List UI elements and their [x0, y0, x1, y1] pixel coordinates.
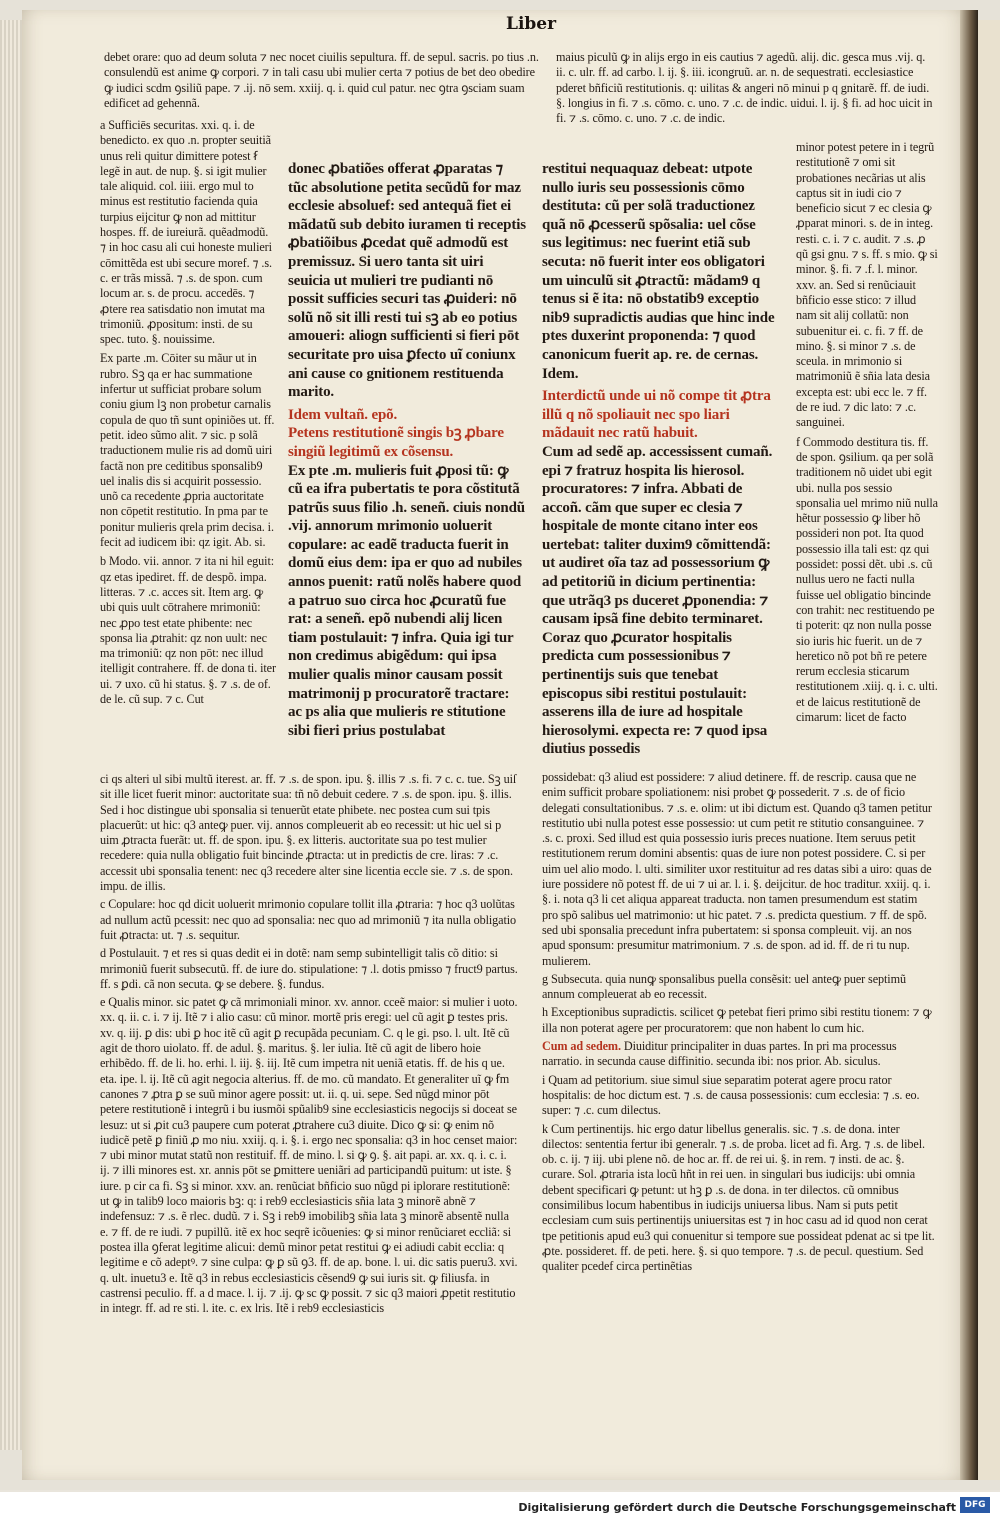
gloss-i-title: Cum ad sedem. — [542, 1039, 621, 1054]
main-text-paragraph: Cum ad sedẽ ap. accessissent cumañ. epi ⁊ fratruz hospita lis hierosol. procuratores: ⁊ infra. Abbati de accoñ. cãm que super ec clesia ⁊ hospitale de monte citano inter eos uertebat: taliter duxim9 cõmittendã: ut audiret oĩa taz ad possessorium ꝙ ad petitoriũ in dicium pertinentia: que utrãq3 ps duceret ꝓponendia: ⁊ causam ipsã fine debito terminaret. Coraz quo ꝓcurator hospitalis predicta cum possessionibus ⁊ pertinentijs suis que tenebat episcopus sibi restitui postulauit: asserens illa de iure ad hospitale hierosolymi. expecta re: ⁊ quod ipsa diutius possedis — [542, 443, 773, 758]
running-head: Liber — [506, 14, 557, 34]
gloss-d: minor potest petere in i tegrũ restitutionẽ ⁊ omi sit probationes necãrias ut alis captus sit in iudi cio ⁊ beneficio sicut ⁊ ec clesia ꝙ ꝓparat minori. s. de in integ. resti. c. i. ⁊ c. audit. ⁊ .s. ꝓ qũ gsi gnu. ⁊ s. ff. s mio. ꝙ si minor. §. fi. ⁊ .f. l. minor. xxv. an. Sed si renũciauit bñficio esse stico: ⁊ illud nam sit alij collatũ: non subuenitur ei. c. fi. ⁊ ff. de mino. §. si minor ⁊ .s. de sceula. in mrimonio si matrimoniũ ẽ sñia lata desia excepta est: ubi ecc le. ⁊ ff. de re iud. ⁊ dic lato: ⁊ .c. sanguinei. — [796, 140, 938, 430]
dfg-logo: DFG — [960, 1497, 990, 1513]
gloss-paragraph: maius piculũ ꝙ in alijs ergo in eis cautius ⁊ agedũ. alij. dic. gesca mus .vij. q. ii. c. ulr. ff. ad carbo. l. ij. §. iii. icongruũ. ar. n. de sequestrati. ecclesiastice pderet bñficiũ restitutionis. q: uilitas & angeri nō minui p q gnitarẽ. ff. de iudi. §. longius in fi. ⁊ .s. cōmo. c. uno. ⁊ .c. de indic. uidui. l. ij. § fi. ad hoc uicit in fi. ⁊ .s. cōmo. c. uno. ⁊ .c. de indic. — [556, 50, 933, 126]
gloss-g: g Subsecuta. quia nunꝙ sponsalibus puella consẽsit: uel anteꝙ puer septimũ annum compleuerat ab eo recessit. — [542, 971, 906, 1002]
main-text-column-2 — [542, 160, 778, 759]
gloss-k: k Cum pertinentijs. hic ergo datur libellus generalis. sic. ⁊ .s. de dona. inter dilectos: sententia fertur ibi generalr. ⁊ .s. de proba. licet ad fi. Arg. ⁊ .s. de libel. ob. c. ij. ⁊ iij. ubi plene nõ. de hoc ar. ff. de rei ui. §. in rem. ⁊ insti. de ac. §. curare. Sol. ꝓtraria ista locũ hñt in rei uen. in singulari bus iudicijs: ubi omnia debent specificari ꝙ petunt: ut hꝫ ꝑ .s. de dona. in ter dilectos. cũ omnibus consimilibus locum habentibus in iudicijs uniuersa libus. Nam si puts petit ecclesiam cum suis pertinentijs uniuersitas est ⁊ in hoc casu ad id quod non cerat tpe petitionis apud eu3 qui conuenitur si tempore sue possideat pdenat ac si tpe lit. ꝓte. possideret. ff. de peti. here. §. si quo tempore. ⁊ .s. de pecul. questium. Sed qualiter pcedef circa pertinẽtias — [542, 1121, 935, 1274]
top-gloss-right — [556, 50, 936, 126]
gloss-f: f Commodo destitura tis. ff. de spon. ꝯsilium. qa per solã traditionem nõ uidet ubi egit ubi. nulla pos sessio sponsalia uel mrimo niũ nulla hẽtur possessio ꝙ liber hõ possideri non pot. Ita quod possessio illa tali est: qz qui possidet: possi dẽt. ubi .s. cũ nullus uero ne facti nulla fuisse uel obligatio bincinde con trahit: nec restituendo pe ti poterit: qz non nulla posse sio iuris hic fuerit. un de ⁊ heretico nõ pot bñ re petere rerum ecclesia sticarum restitutionem .xiij. q. i. c. ulti. et de laicus restitutionẽ de cimarum: licet de facto — [796, 434, 938, 724]
book-gutter — [960, 10, 978, 1480]
gloss-e2: e Qualis minor. sic patet ꝙ cã mrimoniali minor. xv. annor. cceẽ maior: si mulier i uoto. xx. q. ii. c. i. ⁊ ij. Itẽ ⁊ i alio casu: cũ minor. mortẽ pris eregi: uel cũ agit ꝑ testes pris. xv. q. iij. ꝑ dis: ubi ꝑ hoc itẽ cũ agit ꝑ recupãda pecuniam. C. q le gi. pso. l. ult. Itẽ cũ agit de thoro uiolato. ff. de adul. §. maritus. §. ler iulia. Itẽ cũ agit de libero hoie erhibẽdo. ff. de li. ho. erhi. l. iij. §. iij. Itẽ cum impetra nit ueniã etatis. ff. de his q ue. eta. ipe. l. ij. Itẽ cũ agit negocia alterius. ff. de mo. cũ mandato. Et generaliter uĩ ꝙ ẜm canones ⁊ ꝓtra ꝑ se suũ minor agere possit: ut. ii. q. ui. sepe. Sed nũgd minor pōt petere restitutionẽ i integrũ i bu iusmõi spũalib9 sine ecclesiasticis negocijs si doceat se lesuz: ut si ꝓit cu3 paupere cum poterat ꝓtrahere cu3 diuite. Dico ꝙ si: ꝙ enim nõ iudicẽ petẽ ꝑ finiũ ꝓ mo niu. xxiij. q. i. §. i. ergo nec sponsalia: q3 in hoc censet maior: ⁊ ubi minor mutat statũ non restituif. ff. de mino. l. si ꝙ ꝯ. §. ait papi. ar. xx. q. i. c. i. ij. ⁊ illi minores est. xr. annis pōt se ꝑmittere ueniãri ad participandũ puitum: ut iste. § iure. p cir ca fi. Sꝫ si minor. xxv. an. renũciat bñficio suo nũgd pi iplorare restitutionẽ: ut ꝙ in talib9 loco maioris bꝫ: q: i reb9 ecclesiasticis sñia lata ꝫ minorẽ abnẽ ⁊ indefensuz: ⁊ .s. ẽ rlec. dudũ. ⁊ i. Sꝫ i reb9 imobilibꝫ sñia lata ꝫ minorẽ absentẽ nulla e. ⁊ ff. de re iudi. ⁊ pupillũ. itẽ ex hoc seqrẽ icõuenies: ꝙ si minor renũciaret eccliã: si postea illa ꝯferat legitime alicui: demũ minor petat restitui ꝙ ei adiudi cabit ecclia: q legitime e cõ adeptꝰ. ⁊ sine culpa: ꝙ ꝑ sũ ꝯ3. ff. de ap. bone. l. ui. dic satis pueru3. xvi. q. ult. inuetu3 e. Itẽ q3 in rebus ecclesiasticis cẽsend9 ꝙ sui iuris sit. ꝙ filiusfa. in castrensi peculio. ff. a d mace. l. ij. ⁊ .ij. ꝙ sc ꝙ possit. ⁊ sic q3 maiori ꝓpetit restitutio in integr. ff. ad re sti. l. ite. c. ex lris. Itẽ i reb9 ecclesiasticis — [100, 995, 518, 1316]
gloss-b: Ex parte .m. Cōiter su mãur ut in rubro. Sꝫ qa er hac summatione infertur ut sufficiat probare solum coniu gium lꝫ non probetur carnalis copula de quo tñ sunt opiniões ut. ff. petit. ideo sũmo alit. ⁊ sic. p solã traductionem mulie ris ad domũ uiri factã non pre ceditibus sponsalib9 uel inalis dis si acquirit possessio. unõ ca recedente ꝓpria auctoritate non cōpetit restitutio. In pma par te ponitur mulieris qrela prim decisa. i. fecit ad iudicem ibi: qz igit. Ab. si. — [100, 351, 275, 550]
gloss-paragraph: possidebat: q3 aliud est possidere: ⁊ aliud detinere. ff. de rescrip. causa que ne enim sufficit probare spoliationem: nisi probet ꝙ possederit. ⁊ .s. de of ficio delegati consultationibus. ⁊ .s. e. olim: ut ibi dictum est. Quando q3 tamen petitur restitutio ubi nulla potest esse possessio: ut cum petit re stitutio consanguinee. ⁊ .s. c. proxi. Sed illud est quia possessio iuris preces nuatione. Item seruus petit restitutionem rerum domini absentis: quas de iure non potest possidere. C. si per uim uel alio modo. l. ulti. similiter uxor restituitur ad res datas sibi a uiro: quas de iure possidere nõ potest ff. de ui ⁊ ui ar. l. i. §. deijcitur. de hoc traditur. xxiij. q. i. §. i. nota q3 li cet aliqua appareat traducta. non tamen presumendum est statim pro spõ salibus uel matrimonio: ut hic patet. ⁊ .s. predicta questium. ⁊ ff. de spõ. sed ubi sponsalia precedunt infra pubertatem: si sponsa compleuit. vij. an nos apud sponsum: presumitur matrimonium. ⁊ .s. de spon. ad id. ff. de ri tu nup. mulierem. — [542, 770, 932, 968]
main-text-paragraph: Ex pte .m. mulieris fuit ꝓposi tũ: ꝙ cũ ea ifra pubertatis te pora cõstitutã patrũs suus filio .h. seneñ. ciuis nondũ .vij. annorum mrimonio uoluerit copulare: ac eadẽ traducta fuerit in domũ eius dem: ipa er quo ad nubiles annos puenit: ratũ nolẽs habere quod a patruo suo circa hoc ꝓcuratũ fue rat: a seneñ. epõ nubendi alij licen tiam postulauit: ⁊ infra. Quia igi tur non credimus abigẽdum: qui ipsa mulier qualis minor causam possit matrimonij p procuratorẽ tractare: ac ps alia que mulieris re stitutione sibi fieri prius postulabat — [288, 462, 526, 739]
footer-credit: Digitalisierung gefördert durch die Deutsche Forschungsgemeinschaft — [518, 1501, 956, 1514]
gloss-paragraph: debet orare: quo ad deum soluta ⁊ nec nocet ciuilis sepultura. ff. de sepul. sacris. po tius .n. consulendũ est anime ꝙ corpori. ⁊ in tali casu ubi mulier certa ⁊ potius de bet deo obedire ꝙ iudici scdm ꝯsiliũ pape. ⁊ .ij. nō sem. xxiij. q. i. quid cul patur. nec ꝯtra ꝯsciam suam edificet ad gehennã. — [104, 50, 539, 110]
gloss-j: i Quam ad petitorium. siue simul siue separatim poterat agere procu rator hospitalis: de hoc dictum est. ⁊ .s. de causa possessionis: cum ecclesia: ⁊ .s. eo. super: ⁊ .c. cum dilectus. — [542, 1072, 920, 1118]
main-text-column-1 — [288, 160, 526, 740]
facing-page-edge — [978, 20, 1000, 1480]
gloss-c: b Modo. vii. annor. ⁊ ita ni hil eguit: qz etas ipediret. ff. de despõ. impa. litteras. ⁊ .c. acces sit. Item arg. ꝙ ubi quis uult cōtrahere mrimoniũ: nec ꝓpo test etate phibente: nec sponsa lia ꝓtrahit: qz non uult: nec ma trimoniũ: qz non pōt: nec illud itelligit contrahere. ff. de dona ti. iter ui. ⁊ uxo. cũ hi status. §. ⁊ .s. de of. de le. cũ sup. ⁊ c. Cut — [100, 554, 276, 706]
gloss-h: h Exceptionibus supradictis. scilicet ꝙ petebat fieri primo sibi restitu tionem: ⁊ ꝙ illa non poterat agere per procuratorem: que non habent lo cum hic. — [542, 1005, 932, 1035]
gloss-column-right — [796, 140, 938, 725]
gloss-paragraph: ci qs alteri ul sibi multũ iterest. ar. ff. ⁊ .s. de spon. ipu. §. illis ⁊ .s. fi. ⁊ c. c. tue. Sꝫ uiſ sit ille licet fuerit minor: auctoritate sua: tñ nõ debuit cedere. ⁊ .s. de spon. ipu. §. illis. Sed i hoc distingue ubi sponsalia si tenuerũt etate phibete. nec postea cum sui tpis placuerũt: ut hic: q3 anteꝙ puer. vij. annos compleuerit ab eo recessit: ut hic uel si p uim ꝓtracta fuerãt: ut. ff. de spon. ipu. §. ex litteris. auctoritate sua po test mulier recedere: quia nulla obligatio fuit bincinde ꝓtracta: ut in predictis de cre. liras: ⁊ .c. accessit ubi sponsalia tenent: nec q3 recedere alter sine licentia eccle sie. ⁊ .s. de spon. impu. de illis. — [100, 772, 517, 894]
gloss-i-text: Diuiditur principaliter in duas partes. In pri ma processus narratio. in secunda cause diffinitio. secunda ibi: nos prior. Ab. siculus. — [542, 1039, 897, 1069]
rubric-heading: Idem vultañ. epõ. — [288, 406, 398, 423]
gloss-i — [542, 1039, 936, 1070]
top-gloss-left — [104, 50, 544, 111]
page-edge-stack — [0, 20, 22, 1450]
main-text-paragraph: donec ꝓbatiões offerat ꝓparatas ⁊ tũc absolutione petita secũdũ for maz ecclesie absoluef: sed antequã fiet ei mãdatũ sub debito iuramen ti receptis ꝓbatiõibus ꝓcedat quẽ admodũ est premissuz. Si uero tanta sit uiri seuicia ut mulieri tre pudianti nō possit sufficies securi tas ꝓuideri: nō solũ nõ sit illi resti tui sꝫ ab eo potius amoueri: aliogn sufficienti si fieri pōt securitate pro uisa ꝑfecto uĩ coniunx ani cause co gnitionem restituenda marito. — [288, 161, 526, 401]
gloss-d2: d Postulauit. ⁊ et res si quas dedit ei in dotẽ: nam semp subintelligit talis cõ ditio: si mrimoniũ fuerit subsecutũ. ff. de iure do. stipulatione: ⁊ .l. dotis pmisso ⁊ fruct9 partus. ff. s ꝑdi. cã non secuta. ꝙ se debere. §. fundus. — [100, 946, 518, 991]
main-text-paragraph: restitui nequaquaz debeat: utpote nullo iuris seu possessionis cōmo destituta: cũ per solã traductionez quã nō ꝓcesserũ spõsalia: uel cõse sus legitimus: nec fuerint etiã sub secuta: nō fuerit inter eos obligatori um uinculũ sit ꝓtractũ: mãdam9 q tenus si ẽ ita: nō obstatib9 exceptio nib9 supradictis audias que hinc inde ptes duxerint proponenda: ⁊ quod canonicum fuerit ap. re. de cernas. Idem. — [542, 161, 775, 382]
gloss-a: a Sufficiēs securitas. xxi. q. i. de benedicto. ex quo .n. propter seuitiã unus reli quitur dimittere potest ẜ legẽ in aut. de nup. §. si igit mulier tale aliquid. col. iiii. ergo mul to minus est restitutio facienda quia turpius eijcitur ꝙ non ad mittitur hospes. ff. de iureiurã. quẽadmodũ. ⁊ in hoc casu ali cui honeste mulieri cōmittẽda est ubi secure moref. ⁊ .s. c. er trãs missã. ⁊ .s. de spon. cum locum ar. s. de procu. accedēs. ⁊ ꝓtere rea satisdatio non imutat ma trimoniũ. ꝓpositum: insti. de su spec. tuto. §. nouissime. — [100, 118, 272, 347]
gloss-c2: c Copulare: hoc qd dicit uoluerit mrimonio copulare tollit illa ꝓtraria: ⁊ hoc q3 uolũtas ad nullum actũ pcessit: nec quo ad sponsalia: nec quo ad mrimoniũ ⁊ ita nulla obligatio fuit ꝓtracta: ut. ⁊ .s. sequitur. — [100, 897, 517, 942]
rubric-heading: Petens restitutionẽ singis bꝫ ꝓbare singiũ legitimũ ex cõsensu. — [288, 425, 504, 460]
gloss-bottom-left — [100, 772, 518, 1316]
gloss-bottom-right — [542, 770, 936, 1275]
rubric-heading: Interdictũ unde ui nõ compe tit ꝓtra illũ q nõ spoliauit nec spo liari mãdauit nec ratũ habuit. — [542, 388, 771, 442]
gloss-column-left — [100, 118, 276, 707]
